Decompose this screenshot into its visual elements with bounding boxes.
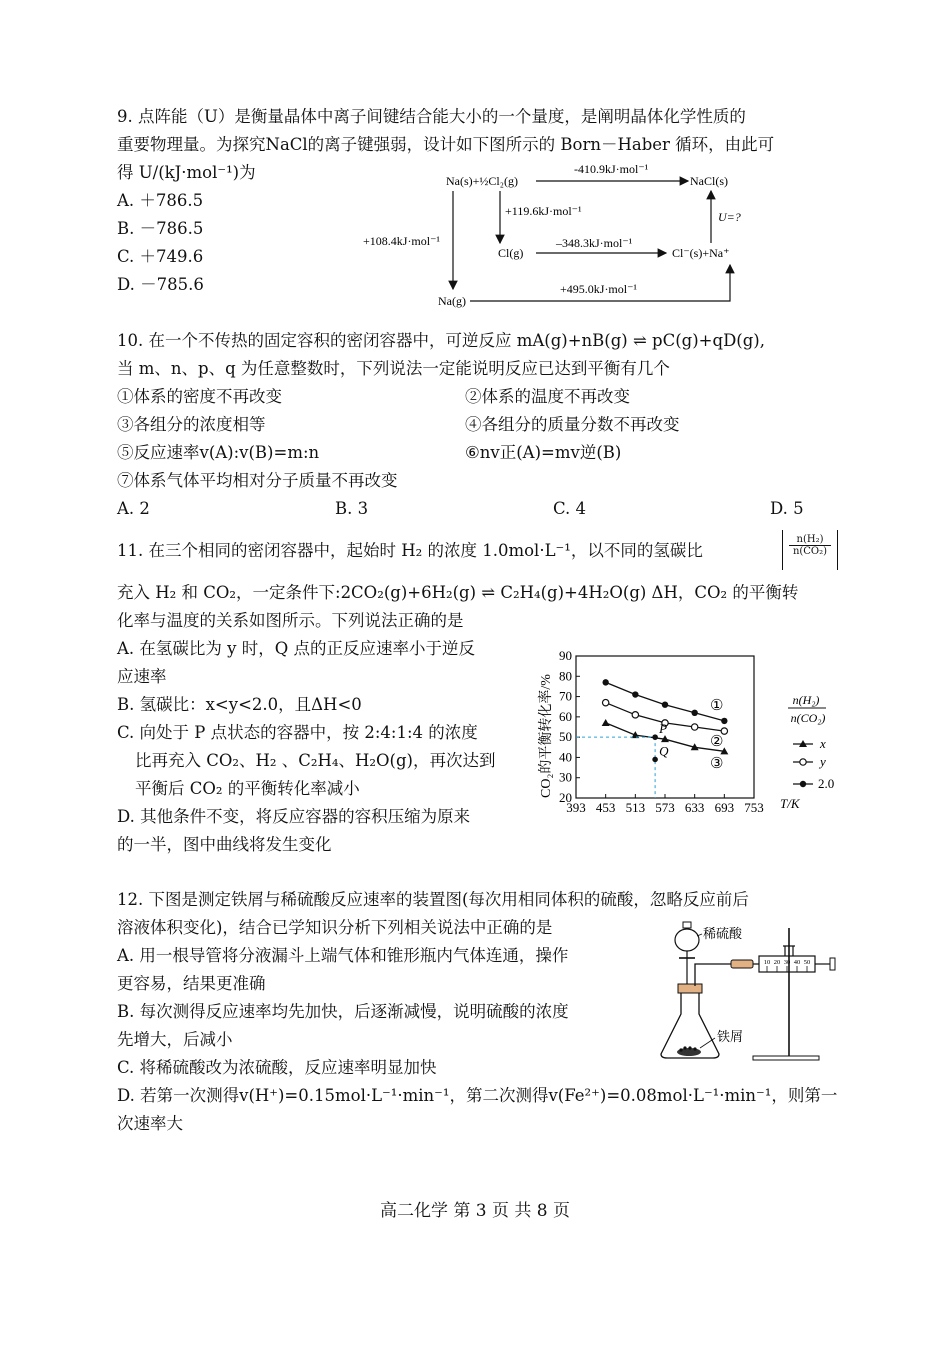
x-tick-label: 753 [744, 800, 764, 815]
energy-formation: -410.9kJ·mol⁻¹ [574, 162, 649, 176]
rubber-connector [731, 960, 753, 968]
syringe-tick-label: 30 [783, 959, 791, 966]
chart-ylabel: CO₂的平衡转化率/% [539, 674, 554, 798]
acid-label: 稀硫酸 [703, 926, 743, 941]
iron-label: 铁屑 [717, 1029, 744, 1044]
energy-electron-affinity: –348.3kJ·mol⁻¹ [556, 236, 633, 250]
legend-entry-2: 2.0 [818, 776, 835, 791]
q11-option-c-line3: 平衡后 CO₂ 的平衡转化率减小 [135, 779, 360, 798]
q11-option-a-line1: A. 在氢碳比为 y 时，Q 点的正反应速率小于逆反 [117, 639, 475, 658]
born-haber-cycle-diagram [350, 155, 780, 315]
y-tick-label: 60 [559, 708, 572, 724]
q9-stem-line3: 得 U/(kJ·mol⁻¹)为 [117, 163, 256, 182]
y-tick-label: 30 [559, 769, 572, 785]
syringe-tick-label: 10 [763, 959, 771, 966]
q10-item-3: ③各组分的浓度相等 [117, 415, 266, 434]
cycle-ions: Cl⁻(s)+Na⁺ [672, 246, 730, 260]
cycle-product-species: NaCl(s) [690, 174, 728, 188]
legend-marker-2 [800, 781, 806, 787]
q11-stem-line1: 11. 在三个相同的密闭容器中，起始时 H₂ 的浓度 1.0mol·L⁻¹，以不同的氢碳比 [117, 541, 703, 560]
data-point-2.0 [632, 691, 638, 697]
syringe-tick-label: 40 [793, 959, 801, 966]
q10-item-1: ①体系的密度不再改变 [117, 387, 282, 406]
cycle-cl-gas: Cl(g) [498, 246, 524, 260]
legend-entry-x: x [820, 736, 826, 751]
lattice-energy-unknown: U=? [718, 210, 741, 224]
ratio-numerator: n(H₂) [789, 534, 831, 546]
reaction-rate-apparatus [655, 918, 845, 1064]
co2-conversion-chart [528, 648, 850, 826]
ratio-denominator: n(CO₂) [792, 546, 828, 557]
q10-option-c: C. 4 [553, 499, 587, 518]
energy-ionization: +495.0kJ·mol⁻¹ [560, 282, 638, 296]
syringe-tick-label: 20 [773, 959, 781, 966]
q9-stem-line2: 重要物理量。为探究NaCl的离子键强弱，设计如下图所示的 Born－Haber 循环，由此可 [117, 135, 775, 154]
data-point-y [691, 724, 697, 730]
y-tick-label: 80 [559, 668, 572, 684]
q11-option-a-line2: 应速率 [117, 667, 167, 686]
gas-syringe [759, 956, 835, 972]
q11-stem-line3: 化率与温度的关系如图所示。下列说法正确的是 [117, 611, 464, 630]
q10-item-7: ⑦体系气体平均相对分子质量不再改变 [117, 471, 398, 490]
cycle-start-species: Na(s)+½Cl₂(g) [446, 174, 518, 188]
q10-item-5: ⑤反应速率v(A):v(B)=m:n [117, 443, 320, 462]
energy-cl-atomization: +119.6kJ·mol⁻¹ [505, 204, 582, 218]
y-tick-label: 40 [559, 749, 572, 765]
q12-option-d-line1: D. 若第一次测得v(H⁺)=0.15mol·L⁻¹·min⁻¹，第二次测得v(Fe²⁺)=0.08mol·L⁻¹·min⁻¹，则第一 [117, 1086, 838, 1105]
q9-option-a: A. ＋786.5 [117, 191, 204, 210]
curve-label-3: ③ [710, 756, 724, 772]
legend-title-den: n(CO₂) [790, 711, 826, 725]
q12-option-a-line1: A. 用一根导管将分液漏斗上端气体和锥形瓶内气体连通，操作 [117, 946, 569, 965]
q11-stem-line2: 充入 H₂ 和 CO₂，一定条件下:2CO₂(g)+6H₂(g) ⇌ C₂H₄(g)+4H₂O(g) ΔH，CO₂ 的平衡转 [117, 583, 799, 602]
q11-option-c-line2: 比再充入 CO₂、H₂ 、C₂H₄、H₂O(g)，再次达到 [135, 751, 496, 770]
q11-option-b: B. 氢碳比：x<y<2.0，且ΔH<0 [117, 695, 362, 714]
data-point-2.0 [691, 710, 697, 716]
point-Q [652, 757, 658, 763]
x-tick-label: 453 [595, 800, 616, 815]
q9-option-c: C. ＋749.6 [117, 247, 204, 266]
q10-item-2: ②体系的温度不再改变 [465, 387, 630, 406]
q12-option-b-line1: B. 每次测得反应速率均先加快，后逐渐减慢，说明硫酸的浓度 [117, 1002, 569, 1021]
page-footer: 高二化学 第 3 页 共 8 页 [379, 1201, 571, 1221]
q10-item-4: ④各组分的质量分数不再改变 [465, 415, 680, 434]
data-point-2.0 [662, 701, 668, 707]
q12-option-d-line2: 次速率大 [117, 1114, 183, 1133]
q9-option-b: B. －786.5 [117, 219, 204, 238]
legend-marker-y [800, 759, 806, 765]
q10-stem-line1: 10. 在一个不传热的固定容积的密闭容器中，可逆反应 mA(g)+nB(g) ⇌ pC(g)+qD(g), [117, 331, 765, 350]
stand-base [753, 1056, 819, 1060]
x-tick-label: 393 [566, 800, 586, 815]
q11-option-d-line1: D. 其他条件不变，将反应容器的容积压缩为原来 [117, 807, 471, 826]
q9-stem-line1: 9. 点阵能（U）是衡量晶体中离子间键结合能大小的一个量度，是阐明晶体化学性质的 [117, 107, 746, 126]
curve-label-2: ② [710, 734, 724, 750]
chart-legend [788, 693, 834, 791]
point-label-P: P [659, 721, 668, 737]
data-point-y [602, 699, 608, 705]
x-tick-label: 573 [655, 800, 675, 815]
q11-option-c-line1: C. 向处于 P 点状态的容器中，按 2:4:1:4 的浓度 [117, 723, 478, 742]
hydrogen-carbon-ratio-fraction [782, 530, 838, 570]
legend-entry-y: y [820, 754, 826, 769]
data-point-y [632, 712, 638, 718]
chart-xlabel: T/K [780, 796, 800, 811]
q12-option-b-line2: 先增大，后减小 [117, 1030, 233, 1049]
data-point-2.0 [602, 679, 608, 685]
energy-na-sublimation: +108.4kJ·mol⁻¹ [363, 234, 441, 248]
legend-title-num: n(H₂) [792, 693, 820, 707]
q9-option-d: D. －785.6 [117, 275, 204, 294]
curve-label-1: ① [710, 698, 724, 714]
x-tick-label: 633 [684, 800, 705, 815]
q10-option-b: B. 3 [335, 499, 369, 518]
q10-option-d: D. 5 [770, 499, 804, 518]
separatory-funnel [675, 929, 699, 951]
y-tick-label: 20 [559, 790, 572, 805]
q10-stem-line2: 当 m、n、p、q 为任意整数时，下列说法一定能说明反应已达到平衡有几个 [117, 359, 670, 378]
data-point-2.0 [721, 718, 727, 724]
x-tick-label: 513 [625, 800, 646, 815]
q10-option-a: A. 2 [117, 499, 150, 518]
q12-option-a-line2: 更容易，结果更准确 [117, 974, 266, 993]
point-P [652, 734, 658, 740]
q11-option-d-line2: 的一半，图中曲线将发生变化 [117, 835, 332, 854]
data-point-x [602, 719, 610, 726]
q12-option-c: C. 将稀硫酸改为浓硫酸，反应速率明显加快 [117, 1058, 437, 1077]
q12-stem-line1: 12. 下图是测定铁屑与稀硫酸反应速率的装置图(每次用相同体积的硫酸，忽略反应前后 [117, 890, 749, 909]
y-tick-label: 90 [559, 648, 572, 663]
x-tick-label: 693 [714, 800, 735, 815]
q12-stem-line2: 溶液体积变化)，结合已学知识分析下列相关说法中正确的是 [117, 918, 553, 937]
cycle-na-gas: Na(g) [438, 294, 466, 308]
y-tick-label: 70 [559, 688, 572, 704]
point-label-Q: Q [659, 743, 669, 759]
syringe-tick-label: 50 [803, 959, 811, 966]
q10-item-6: ⑥nv正(A)=mv逆(B) [465, 443, 622, 462]
y-tick-label: 50 [559, 729, 572, 745]
stopper [678, 984, 702, 993]
